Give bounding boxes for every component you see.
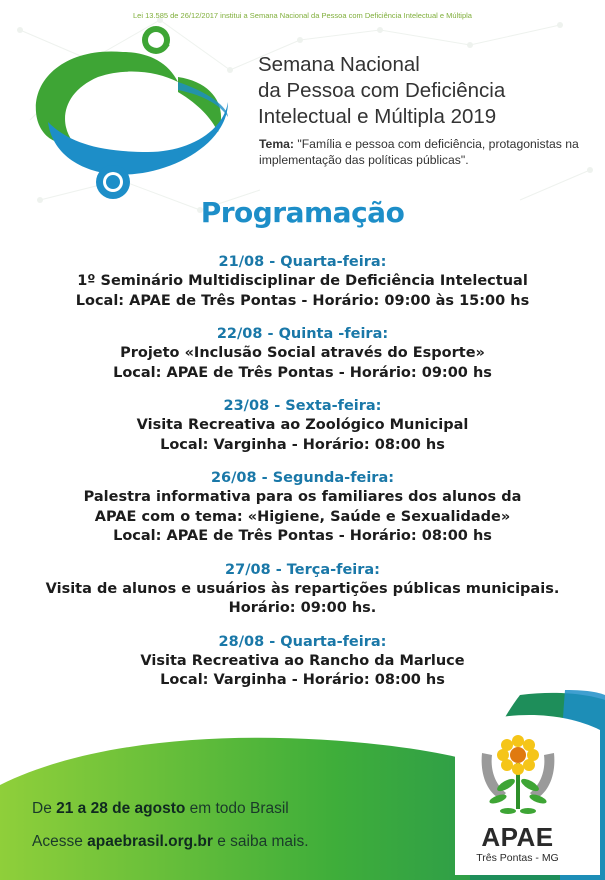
schedule-day [0,633,605,691]
schedule-line: Visita Recreativa ao Rancho da Marluce [140,652,465,669]
schedule-line: Palestra informativa para os familiares dos alunos da [83,489,522,505]
event-title-line-2: da Pessoa com Deficiência [258,79,506,102]
schedule-line: Projeto «Inclusão Social através do Esporte» [120,345,485,361]
schedule-date: 27/08 - Terça-feira: [225,561,380,578]
footer-dates [32,800,289,818]
law-note: Lei 13.585 de 26/12/2017 institui a Semana Nacional da Pessoa com Deficiência Intelectual e Múltipla [133,11,472,20]
schedule-day [0,253,605,311]
schedule-line: Local: Varginha - Horário: 08:00 hs [160,672,445,688]
schedule-line: Visita Recreativa ao Zoológico Municipal [136,417,469,433]
schedule-day [0,325,605,383]
schedule-date: 21/08 - Quarta-feira: [218,254,387,270]
apae-name: APAE [481,822,554,852]
schedule-date: 23/08 - Sexta-feira: [223,398,382,414]
schedule-line: Local: Varginha - Horário: 08:00 hs [160,436,445,453]
schedule-line: Horário: 09:00 hs. [228,600,377,616]
footer-website-suffix: e saiba mais. [212,833,309,850]
schedule-list [0,253,605,705]
schedule-day [0,469,605,547]
event-title [258,52,598,130]
schedule-date: 28/08 - Quarta-feira: [218,633,387,650]
footer-website [32,833,309,851]
program-heading: Programação [200,196,405,229]
footer-website-prefix: Acesse [32,833,88,850]
schedule-line: APAE com o tema: «Higiene, Saúde e Sexualidade» [94,508,511,525]
schedule-day [0,397,605,455]
apae-city: Três Pontas - MG [476,852,559,864]
theme-label: Tema: [259,137,294,151]
footer-dates-suffix: em todo Brasil [185,800,289,817]
footer-dates-range: 21 a 28 de agosto [56,800,186,817]
apae-flower-icon [476,733,560,821]
schedule-line: Local: APAE de Três Pontas - Horário: 09:00 hs [113,364,492,381]
semana-logo-icon [28,22,238,202]
schedule-line: Local: APAE de Três Pontas - Horário: 08:00 hs [113,528,492,544]
footer-dates-prefix: De [32,800,57,817]
event-theme [259,137,579,168]
schedule-line: Visita de alunos e usuários às repartições públicas municipais. [45,580,560,597]
schedule-date: 26/08 - Segunda-feira: [210,470,395,486]
theme-text: "Família e pessoa com deficiência, protagonistas na implementação das políticas públicas". [259,137,579,167]
schedule-line: 1º Seminário Multidisciplinar de Deficiência Intelectual [77,273,528,289]
event-title-line-1: Semana Nacional [258,53,420,76]
footer-website-link[interactable]: apaebrasil.org.br [87,833,213,850]
schedule-line: Local: APAE de Três Pontas - Horário: 09:00 às 15:00 hs [75,292,530,309]
event-title-line-3: Intelectual e Múltipla 2019 [258,105,497,128]
schedule-day [0,561,605,619]
schedule-date: 22/08 - Quinta -feira: [216,326,389,342]
